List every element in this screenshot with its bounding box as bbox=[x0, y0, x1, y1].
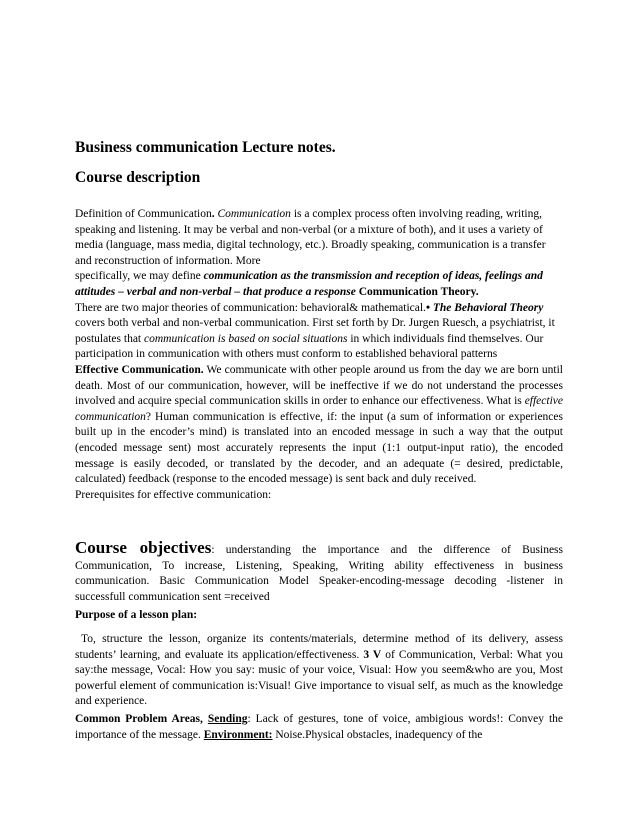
purpose-heading: Purpose of a lesson plan: bbox=[75, 609, 198, 621]
problem-areas-paragraph: Common Problem Areas, Sending: Lack of gestures, tone of voice, ambigious words!: Convey the importance of the message. Environment: Noise.Physical obstacles, inadequency of the bbox=[75, 713, 564, 741]
effective-communication-paragraph: Effective Communication. We communicate with other people around us from the day we are born until death. Most of our communication, however, will be ineffective if we do not understand the processes involved and acquire special communication skills in order to enhance our effectiveness. What is effective communication? Human communication is effective, if: the input (a sum of information or experiences built up in the encoder’s mind) is translated into an encoded message in such a way that the output (encoded message sent) most accurately represents the input (1:1 output-input ratio), the encoded message is easily decoded, or translated by the decoder, and an adequate (= desired, predictable, calculated) feedback (response to the encoded message) is sent back and duly received. Prerequisites for effective communication: bbox=[75, 364, 563, 501]
bullet-icon: • bbox=[425, 301, 430, 314]
course-description-heading: Course description bbox=[75, 169, 201, 186]
document-title: Business communication Lecture notes. bbox=[75, 139, 336, 156]
course-objectives-paragraph: Course objectives: understanding the importance and the difference of Business Communication, To increase, Listening, Speaking, Writing ability effectiveness in business communication. Basic Communication Model Speaker-encoding-message decoding -listener in successfull communication sent =received bbox=[75, 538, 563, 603]
purpose-paragraph: To, structure the lesson, organize its contents/materials, determine method of its delivery, assess students’ learning, and evaluate its application/effectiveness. 3 V of Communication, Verbal: What you say:the message, Vocal: How you say: music of your voice, Visual: How you seem&who are you, Most powerful element of communication is:Visual! Give importance to visual self, as much as the knowledge and experience. bbox=[75, 633, 563, 708]
definition-paragraph: Definition of Communication. Communication is a complex process often involving reading, writing, speaking and listening. It may be verbal and non-verbal (or a mixture of both), and it uses a variety of media (language, mass media, digital technology, etc.). Broadly speaking, communication is a transfer and reconstruction of information. More specifically, we may define communication as the transmission and reception of ideas, feelings and attitudes – verbal and non-verbal – that produce a response Communication Theory. There are two major theories of communication: behavioral& mathematical.• The Behavioral Theory covers both verbal and non-verbal communication. First set forth by Dr. Jurgen Ruesch, a psychiatrist, it postulates that communication is based on social situations in which individuals find themselves. Our participation in communication with others must conform to established behavioral patterns bbox=[75, 208, 555, 361]
